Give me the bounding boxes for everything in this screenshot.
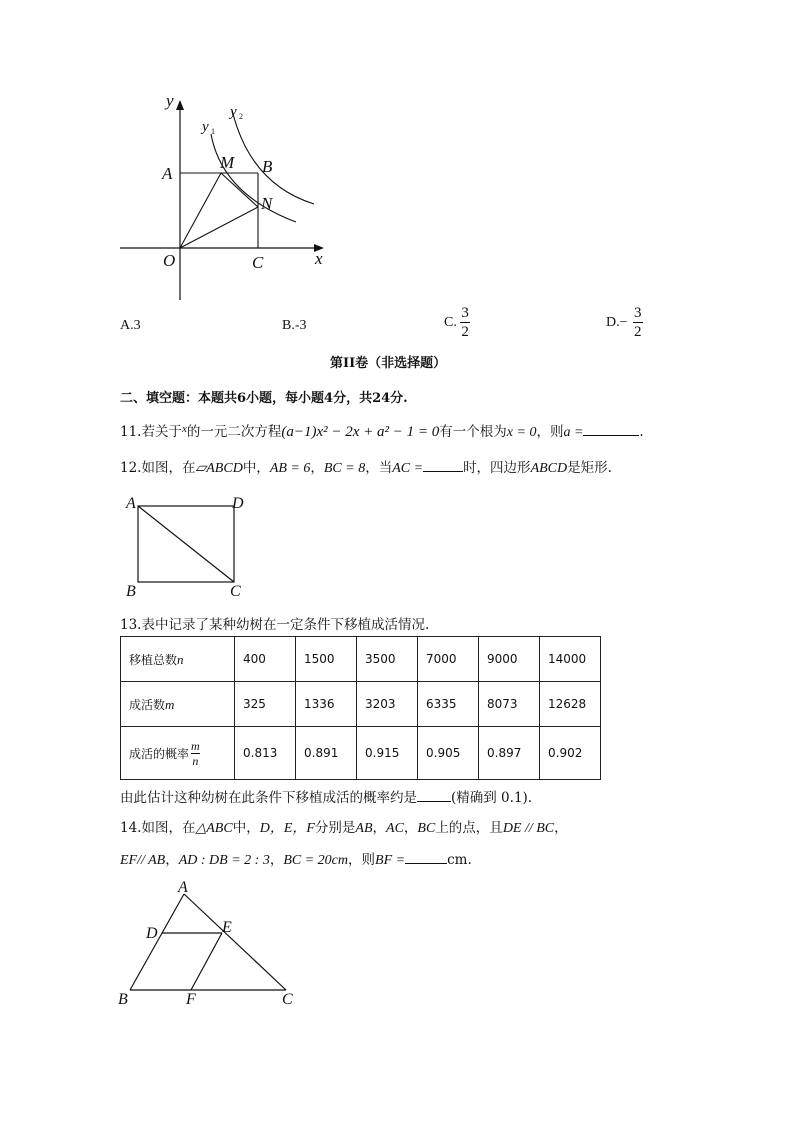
q14-answer-blank[interactable]	[405, 851, 447, 864]
q14-text-2: 中，	[232, 820, 260, 836]
row-label-total: 移植总数n	[121, 637, 235, 682]
label-y-axis: y	[166, 91, 174, 110]
table-cell: 6335	[418, 682, 479, 727]
segment-ef	[191, 933, 222, 990]
label-m: M	[220, 153, 235, 172]
label-a: A	[178, 879, 188, 896]
table-cell: 7000	[418, 637, 479, 682]
option-c-den: 2	[461, 324, 469, 340]
question-14-line-1	[120, 816, 568, 837]
q14-text-4: 上的点，且	[435, 820, 503, 836]
q14-ab: AB	[355, 821, 373, 836]
table-cell: 0.813	[235, 727, 296, 780]
q11-end: .	[639, 424, 644, 440]
label-n: N	[261, 194, 273, 213]
option-c-prefix: C.	[444, 315, 457, 330]
table-cell: 0.915	[357, 727, 418, 780]
q11-root: x = 0	[506, 425, 537, 440]
table-cell: 1500	[296, 637, 357, 682]
table-row	[121, 682, 601, 727]
option-d-fraction	[633, 306, 643, 340]
q11-text-2: 的一元二次方程	[186, 424, 282, 440]
table-cell: 325	[235, 682, 296, 727]
q13-answer-blank[interactable]	[417, 789, 451, 802]
q12-text-4: 时，四边形	[463, 460, 531, 476]
label-a: A	[162, 164, 173, 183]
label-d: D	[146, 925, 158, 942]
q14-ratio: AD : DB = 2 : 3	[178, 853, 270, 868]
q14-comma-3: ，	[554, 820, 568, 836]
label-c: C	[282, 991, 293, 1008]
table-cell: 0.891	[296, 727, 357, 780]
label-y1-sub: 1	[211, 127, 215, 136]
q12-ac: AC =	[392, 461, 424, 476]
rectangle-figure	[120, 492, 260, 602]
section-title: 第II卷（非选择题）	[330, 356, 447, 371]
option-b: B.-3	[282, 318, 307, 333]
q12-ab: AB = 6	[269, 461, 311, 476]
q12-shape: ▱ABCD	[195, 461, 243, 476]
table-cell: 0.897	[479, 727, 540, 780]
q14-triangle: △ABC	[195, 821, 233, 836]
table-cell: 8073	[479, 682, 540, 727]
q13-after-1: 由此估计这种幼树在此条件下移植成活的概率约是	[120, 790, 417, 806]
q14-comma-4: ，	[165, 852, 179, 868]
q12-text-5: 是矩形.	[567, 460, 612, 476]
table-cell: 1336	[296, 682, 357, 727]
label-a: A	[126, 495, 136, 512]
segment-mn	[221, 173, 258, 207]
q13-after-2: (精确到 0.1).	[451, 790, 533, 806]
table-cell: 400	[235, 637, 296, 682]
table-cell: 12628	[540, 682, 601, 727]
label-e: E	[222, 919, 232, 936]
table-cell: 3500	[357, 637, 418, 682]
q14-text-3: 分别是	[314, 820, 356, 836]
q14-bc-length: BC = 20cm	[283, 853, 349, 868]
label-c: C	[252, 253, 264, 272]
label-d: D	[232, 495, 244, 512]
label-y2-sub: 2	[239, 112, 243, 121]
table-row	[121, 727, 601, 780]
label-c: C	[230, 583, 241, 600]
label-x-axis: x	[315, 249, 323, 268]
q14-comma-2: ，	[403, 820, 418, 836]
table-cell: 3203	[357, 682, 418, 727]
label-f: F	[186, 991, 196, 1008]
q14-de-bc: DE // BC	[502, 821, 555, 836]
row-label-probability: 成活的概率 $\frac{m}{n}$	[121, 727, 235, 780]
q14-text-1: 14.如图，在	[120, 820, 196, 836]
label-y1: y	[202, 119, 209, 135]
table-cell: 0.905	[418, 727, 479, 780]
q11-answer-blank[interactable]	[583, 423, 639, 436]
q14-comma-1: ，	[372, 820, 387, 836]
table-cell: 0.902	[540, 727, 601, 780]
side-ab	[130, 894, 184, 990]
q14-ac: AC	[386, 821, 404, 836]
label-y2: y	[230, 104, 237, 120]
option-a: A.3	[120, 318, 141, 333]
option-d-prefix: D.	[606, 315, 620, 330]
question-14-line-2	[120, 848, 472, 869]
diagonal-ac	[138, 506, 234, 582]
q11-var-x: x	[181, 423, 187, 435]
q14-text-5: ，则	[348, 852, 376, 868]
hyperbola-figure	[110, 88, 340, 308]
option-c-fraction	[460, 306, 470, 340]
option-c	[444, 306, 470, 340]
q14-comma-5: ，	[269, 852, 284, 868]
q13-intro: 13.表中记录了某种幼树在一定条件下移植成活情况.	[120, 617, 430, 633]
option-d-num: 3	[634, 305, 642, 321]
label-o: O	[163, 251, 176, 270]
table-cell: 9000	[479, 637, 540, 682]
option-d-minus: −	[619, 315, 628, 330]
curve-y2	[232, 110, 314, 204]
q11-text-3: 有一个根为	[439, 424, 507, 440]
table-cell: 14000	[540, 637, 601, 682]
option-d	[606, 306, 643, 340]
option-d-den: 2	[634, 324, 642, 340]
q14-points: D，E，F	[259, 821, 315, 836]
q12-text-3: ，当	[365, 460, 393, 476]
q12-bc: BC = 8	[323, 461, 366, 476]
label-b: B	[126, 583, 136, 600]
label-b: B	[118, 991, 128, 1008]
q14-unit: cm.	[447, 852, 472, 868]
question-11	[120, 420, 644, 441]
section-heading: 二、填空题：本题共6小题，每小题4分，共24分.	[120, 391, 408, 406]
triangle-figure	[112, 878, 308, 1010]
question-12	[120, 456, 612, 477]
table-row	[121, 637, 601, 682]
q14-ef-ab: EF// AB	[120, 853, 166, 868]
q12-answer-blank[interactable]	[423, 459, 463, 472]
option-c-num: 3	[461, 305, 469, 321]
q11-a-eq: a =	[563, 425, 584, 440]
probability-fraction: $\frac{m}{n}$	[191, 738, 200, 768]
q14-bc: BC	[417, 821, 436, 836]
label-b: B	[262, 157, 273, 176]
q14-bf: BF =	[375, 853, 406, 868]
y-axis-arrow	[176, 100, 184, 110]
q12-sep: ，	[310, 460, 324, 476]
q11-text-1: 11.若关于	[120, 424, 182, 440]
row-label-survived: 成活数m	[121, 682, 235, 727]
q12-text-2: 中，	[242, 460, 270, 476]
q11-text-4: ，则	[536, 424, 564, 440]
q13-conclusion	[120, 786, 532, 806]
survival-table	[120, 636, 601, 780]
q12-abcd: ABCD	[530, 461, 568, 476]
q11-equation: (a−1)x² − 2x + a² − 1 = 0	[281, 424, 440, 440]
q12-text-1: 12.如图，在	[120, 460, 196, 476]
